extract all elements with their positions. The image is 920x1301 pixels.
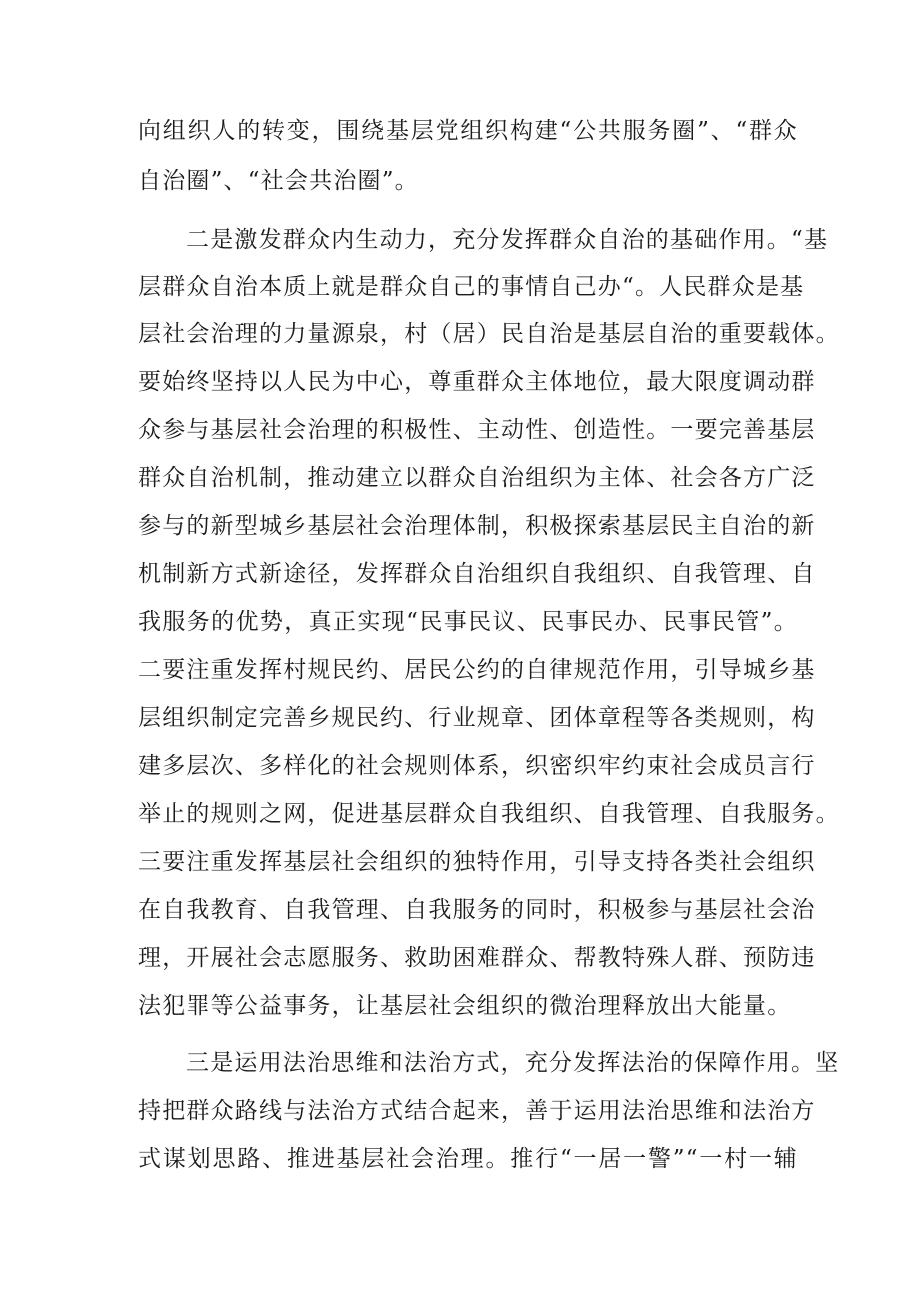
paragraph-first-line: 二是激发群众内生动力，充分发挥群众自治的基础作用。“基 (186, 227, 829, 253)
text-line: 理，开展社会志愿服务、救助困难群众、帮教特殊人群、预防违 (138, 945, 816, 971)
text-line: 向组织人的转变，围绕基层党组织构建“公共服务圈”、“群众 (138, 118, 798, 144)
text-line: 三要注重发挥基层社会组织的独特作用，引导支持各类社会组织 (138, 849, 816, 875)
text-line: 层群众自治本质上就是群众自己的事情自己办“。人民群众是基 (138, 274, 805, 300)
text-line: 二要注重发挥村规民约、居民公约的自律规范作用，引导城乡基 (138, 657, 816, 683)
text-line: 在自我教育、自我管理、自我服务的同时，积极参与基层社会治 (138, 897, 816, 923)
text-line: 层社会治理的力量源泉，村（居）民自治是基层自治的重要载体。 (138, 321, 840, 347)
text-line: 层组织制定完善乡规民约、行业规章、团体章程等各类规则，构 (138, 705, 816, 731)
text-line: 式谋划思路、推进基层社会治理。推行“一居一警”“一村一辅 (138, 1146, 798, 1172)
text-line: 持把群众路线与法治方式结合起来，善于运用法治思维和法治方 (138, 1098, 816, 1124)
text-line: 要始终坚持以人民为中心，尊重群众主体地位，最大限度调动群 (138, 369, 816, 395)
text-line: 法犯罪等公益事务，让基层社会组织的微治理释放出大能量。 (138, 993, 792, 1019)
text-line: 参与的新型城乡基层社会治理体制，积极探索基层民主自治的新 (138, 513, 816, 539)
text-line: 举止的规则之网，促进基层群众自我组织、自我管理、自我服务。 (138, 801, 840, 827)
text-line: 众参与基层社会治理的积极性、主动性、创造性。一要完善基层 (138, 417, 816, 443)
text-line: 自治圈”、“社会共治圈”。 (138, 168, 419, 194)
text-line: 我服务的优势，真正实现“民事民议、民事民办、民事民管”。 (138, 609, 798, 635)
text-line: 机制新方式新途径，发挥群众自治组织自我组织、自我管理、自 (138, 561, 816, 587)
text-line: 群众自治机制，推动建立以群众自治组织为主体、社会各方广泛 (138, 465, 816, 491)
paragraph-first-line: 三是运用法治思维和法治方式，充分发挥法治的保障作用。坚 (186, 1050, 840, 1076)
text-line: 建多层次、多样化的社会规则体系，织密织牢约束社会成员言行 (138, 753, 816, 779)
